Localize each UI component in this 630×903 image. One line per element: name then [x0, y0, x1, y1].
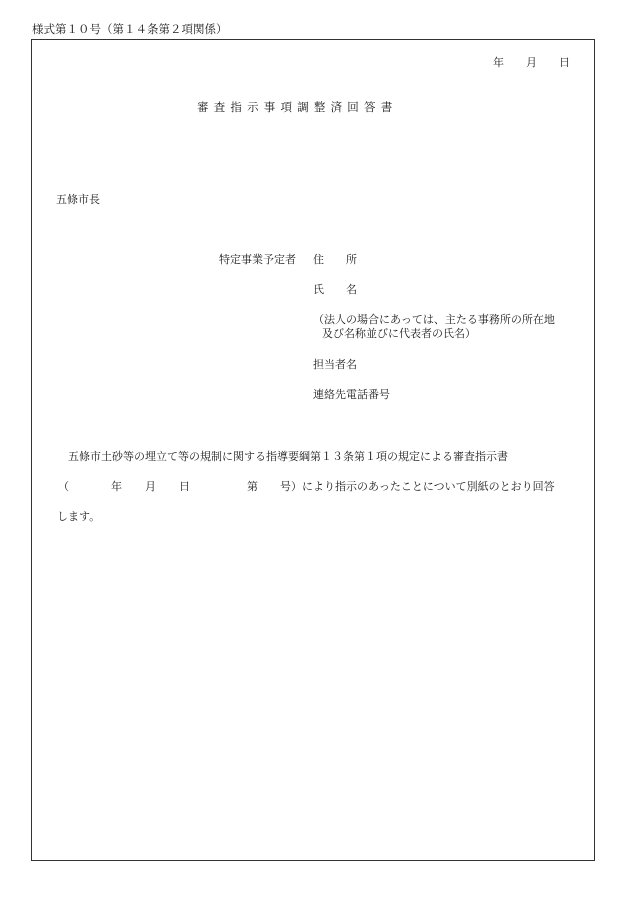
body-text-line-2 — [58, 481, 555, 492]
addressee: 五條市長 — [56, 193, 100, 206]
date-line — [493, 57, 570, 68]
form-number-label: 様式第１０号（第１４条第２項関係） — [32, 22, 228, 36]
applicant-role-label: 特定事業予定者 — [219, 253, 296, 266]
address-label-first: 住 — [313, 253, 324, 266]
body-text-line-3: します。 — [57, 510, 101, 523]
date-year-label: 年 — [493, 56, 504, 69]
contact-person-label: 担当者名 — [313, 358, 357, 371]
body-month-label: 月 — [145, 480, 156, 493]
date-month-label: 月 — [526, 56, 537, 69]
phone-number-label: 連絡先電話番号 — [313, 388, 390, 401]
body-number-suffix: 号） — [280, 480, 302, 493]
body-year-label: 年 — [111, 480, 122, 493]
body-day-label: 日 — [179, 480, 190, 493]
date-day-label: 日 — [559, 56, 570, 69]
body-text-line-1: 五條市土砂等の埋立て等の規制に関する指導要綱第１３条第１項の規定による審査指示書 — [68, 450, 508, 463]
corporate-note-line-1: （法人の場合にあっては、主たる事務所の所在地 — [313, 313, 555, 326]
corporate-note-line-2: 及び名称並びに代表者の氏名） — [322, 327, 476, 340]
address-label-second: 所 — [346, 253, 357, 266]
document-title: 審査指示事項調整済回答書 — [197, 100, 398, 114]
body-number-prefix: 第 — [247, 480, 258, 493]
name-label-second: 名 — [346, 283, 357, 296]
name-label — [313, 284, 357, 295]
address-label — [313, 254, 357, 265]
body-text-line-2-rest: により指示のあったことについて別紙のとおり回答 — [302, 480, 555, 493]
body-open-paren: （ — [58, 480, 69, 493]
name-label-first: 氏 — [313, 283, 324, 296]
